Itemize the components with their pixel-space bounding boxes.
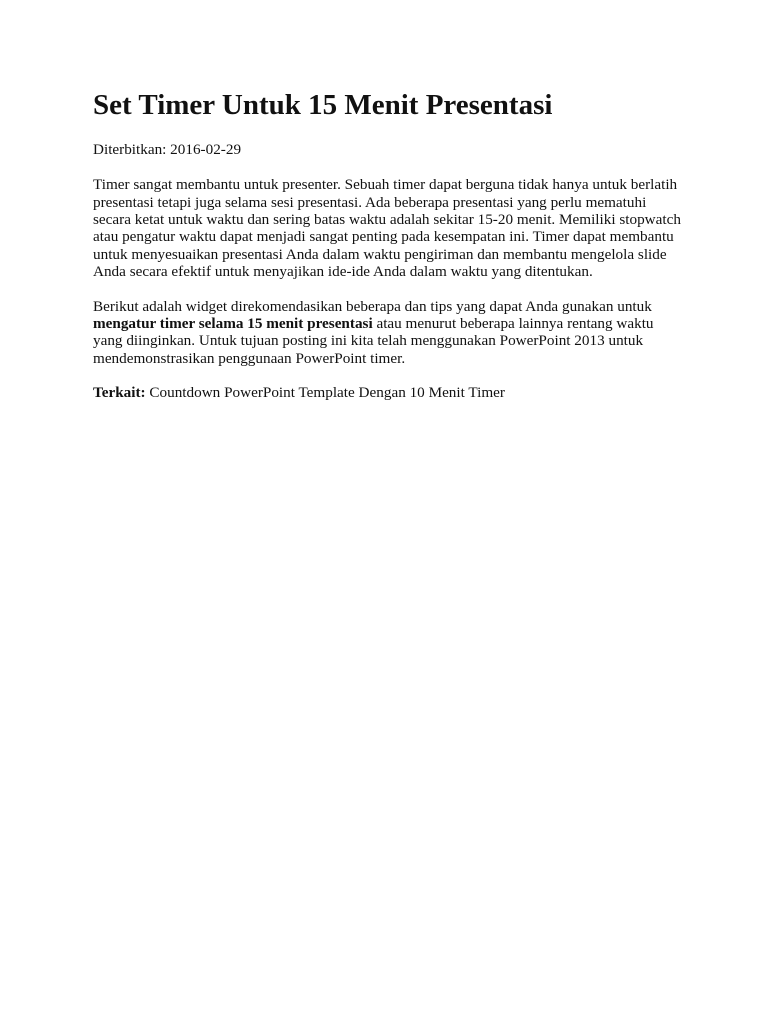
intro-paragraph: Timer sangat membantu untuk presenter. Sebuah timer dapat berguna tidak hanya untuk berlatih presentasi tetapi juga selama sesi presentasi. Ada beberapa presentasi yang perlu mematuhi secara ketat untuk waktu dan sering batas waktu adalah sekitar 15-20 menit. Memiliki stopwatch atau pengatur waktu dapat menjadi sangat penting pada kesempatan ini. Timer dapat membantu untuk menyesuaikan presentasi Anda dalam waktu pengiriman dan membantu mengelola slide Anda secara efektif untuk menyajikan ide-ide Anda dalam waktu yang ditentukan. <box>93 176 681 281</box>
widget-paragraph-start: Berikut adalah widget direkomendasikan beberapa dan tips yang dapat Anda gunakan untuk <box>93 297 652 315</box>
article-title: Set Timer Untuk 15 Menit Presentasi <box>93 89 553 121</box>
article <box>93 88 683 419</box>
widget-paragraph-emphasis: mengatur timer selama 15 menit presentasi <box>93 315 373 333</box>
publish-date: Diterbitkan: 2016-02-29 <box>93 140 242 158</box>
related-line <box>93 384 683 401</box>
widget-paragraph <box>93 298 683 368</box>
widget-paragraph-end: atau menurut beberapa lainnya rentang waktu yang diinginkan. Untuk tujuan posting ini kita telah menggunakan PowerPoint 2013 untuk mendemonstrasikan penggunaan PowerPoint timer. <box>93 315 654 367</box>
related-link-text: Countdown PowerPoint Template Dengan 10 Menit Timer <box>145 384 505 402</box>
related-label: Terkait: <box>93 384 146 402</box>
